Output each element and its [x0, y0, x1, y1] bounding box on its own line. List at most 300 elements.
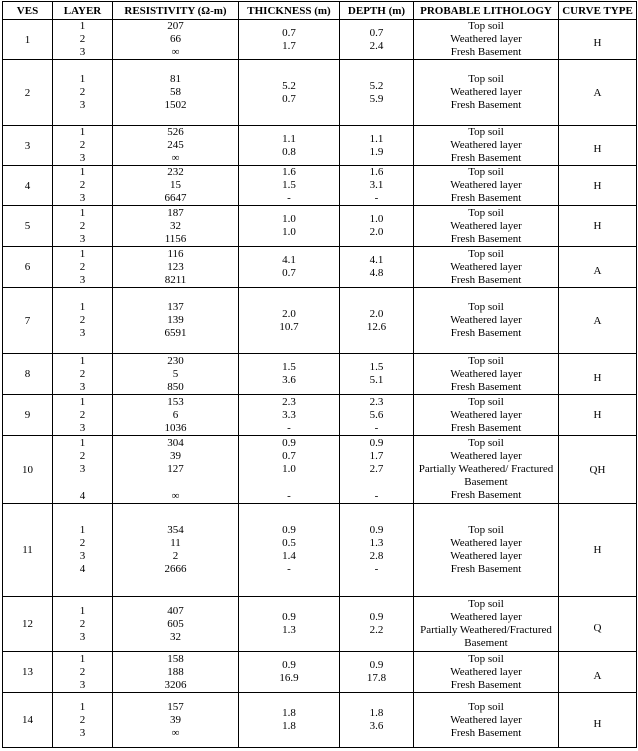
resistivity-value: 137	[167, 301, 184, 313]
layer-value: 2	[79, 449, 86, 462]
depth-cell	[340, 288, 414, 354]
table-row	[3, 126, 637, 166]
lithology-cell	[414, 693, 559, 748]
depth-value: -	[374, 489, 379, 502]
depth-value: 4.8	[369, 267, 384, 279]
thickness-value: 2.3	[282, 395, 296, 408]
depth-value: 1.1	[369, 132, 384, 145]
depth-cell	[340, 20, 414, 60]
resistivity-value: 8211	[164, 273, 187, 286]
thickness-value: 1.0	[282, 226, 296, 238]
depth-value: 1.7	[369, 449, 384, 462]
header-row	[3, 2, 637, 20]
curve-type: QH	[559, 436, 637, 504]
thickness-cell	[239, 436, 340, 504]
layer-value: 1	[79, 436, 86, 449]
curve-type: H	[559, 693, 637, 748]
ves-number: 5	[3, 206, 53, 247]
resistivity-value: 1036	[164, 421, 187, 434]
layer-cell	[53, 395, 113, 436]
thickness-value: -	[287, 563, 291, 575]
depth-value: 0.9	[369, 611, 384, 623]
depth-value: 5.2	[369, 79, 384, 92]
depth-cell	[340, 693, 414, 748]
lithology-value: Fresh Basement	[450, 421, 522, 434]
layer-value: 2	[79, 219, 86, 232]
resistivity-value: 139	[167, 314, 184, 326]
thickness-value: 0.7	[282, 92, 296, 105]
resistivity-value: 116	[167, 247, 184, 260]
layer-value: 2	[79, 617, 86, 630]
header-depth: DEPTH (m)	[340, 2, 414, 20]
table-row	[3, 166, 637, 206]
lithology-value: Weathered layer	[450, 139, 522, 151]
thickness-value: 0.9	[282, 436, 296, 449]
ves-number: 6	[3, 247, 53, 288]
resistivity-value: 605	[167, 617, 184, 630]
lithology-value: Top soil	[468, 247, 504, 260]
thickness-value: 0.7	[282, 449, 296, 462]
lithology-value: Fresh Basement	[450, 46, 522, 58]
thickness-value: 0.7	[282, 267, 296, 279]
resistivity-value: ∞	[171, 726, 180, 739]
lithology-value: Fresh Basement	[450, 273, 522, 286]
resistivity-value: 6591	[164, 327, 187, 339]
resistivity-value: 11	[170, 537, 181, 549]
resistivity-value: 187	[167, 206, 184, 219]
layer-value: 3	[79, 630, 86, 643]
thickness-value: 1.0	[282, 462, 296, 475]
thickness-cell	[239, 395, 340, 436]
layer-value: 3	[79, 232, 86, 245]
resistivity-value: 66	[170, 33, 181, 45]
depth-value: 0.7	[369, 26, 384, 39]
resistivity-cell	[113, 60, 239, 126]
layer-value: 3	[79, 678, 86, 691]
lithology-cell	[414, 60, 559, 126]
table-row	[3, 395, 637, 436]
ves-number: 14	[3, 693, 53, 748]
layer-value: 2	[79, 408, 86, 421]
depth-cell	[340, 247, 414, 288]
resistivity-cell	[113, 395, 239, 436]
resistivity-cell	[113, 436, 239, 504]
thickness-value: 1.5	[282, 361, 296, 373]
resistivity-cell	[113, 206, 239, 247]
thickness-value: -	[287, 421, 291, 434]
layer-value: 3	[79, 273, 86, 286]
layer-value: 2	[79, 86, 86, 98]
lithology-value: Top soil	[468, 652, 504, 665]
layer-value: 1	[79, 395, 86, 408]
layer-value: 1	[79, 354, 86, 367]
lithology-value: Fresh Basement	[450, 192, 522, 204]
thickness-value: 1.1	[282, 132, 296, 145]
thickness-cell	[239, 166, 340, 206]
resistivity-value: 230	[167, 354, 184, 367]
lithology-value: Fresh Basement	[450, 380, 522, 393]
lithology-cell	[414, 436, 559, 504]
layer-value: 2	[79, 260, 86, 273]
curve-type: Q	[559, 597, 637, 652]
thickness-cell	[239, 652, 340, 693]
thickness-value: -	[287, 489, 291, 502]
lithology-value: Fresh Basement	[450, 327, 522, 339]
layer-cell	[53, 436, 113, 504]
resistivity-value: 157	[167, 700, 184, 713]
layer-value: 3	[79, 726, 86, 739]
resistivity-cell	[113, 166, 239, 206]
resistivity-value: 39	[170, 713, 181, 726]
thickness-value: 16.9	[279, 672, 299, 684]
curve-type: H	[559, 504, 637, 597]
thickness-value: 4.1	[282, 254, 296, 266]
header-lithology: PROBABLE LITHOLOGY	[414, 2, 559, 20]
thickness-value: 0.5	[282, 537, 296, 549]
layer-value: 3	[79, 192, 86, 204]
lithology-value: Weathered layer	[450, 367, 522, 380]
lithology-value: Weathered layer	[450, 450, 522, 462]
depth-value: 5.6	[369, 408, 384, 421]
lithology-value: Top soil	[468, 524, 504, 536]
curve-type: H	[559, 354, 637, 395]
layer-value: 3	[79, 327, 86, 339]
layer-value: 1	[79, 604, 86, 617]
ves-number: 7	[3, 288, 53, 354]
table-row	[3, 597, 637, 652]
layer-value: 1	[79, 700, 86, 713]
lithology-value: Weathered layer	[450, 713, 522, 726]
depth-value: 4.1	[369, 254, 384, 266]
depth-value: 1.5	[369, 361, 384, 373]
table-row	[3, 436, 637, 504]
layer-value: 2	[79, 33, 86, 45]
curve-type: H	[559, 395, 637, 436]
depth-value: 0.9	[369, 524, 384, 536]
thickness-cell	[239, 20, 340, 60]
resistivity-value: 15	[170, 179, 181, 191]
lithology-cell	[414, 652, 559, 693]
lithology-value: Weathered layer	[450, 219, 522, 232]
depth-cell	[340, 354, 414, 395]
lithology-value: Weathered layer	[450, 33, 522, 45]
resistivity-value: 188	[167, 665, 184, 678]
depth-value: 2.7	[369, 462, 384, 475]
lithology-cell	[414, 247, 559, 288]
resistivity-value: 39	[170, 449, 181, 462]
ves-number: 13	[3, 652, 53, 693]
layer-value: 1	[79, 652, 86, 665]
table-row	[3, 247, 637, 288]
layer-cell	[53, 504, 113, 597]
resistivity-value: 127	[167, 462, 184, 475]
depth-value: -	[374, 192, 379, 204]
depth-value: 1.9	[369, 145, 384, 158]
layer-value: 2	[79, 367, 86, 380]
thickness-cell	[239, 693, 340, 748]
lithology-value: Partially Weathered/ Fractured Basement	[418, 463, 554, 488]
lithology-value: Fresh Basement	[450, 99, 522, 111]
resistivity-value: 526	[167, 126, 184, 138]
thickness-cell	[239, 504, 340, 597]
resistivity-value: 6647	[164, 192, 187, 204]
depth-value: 12.6	[366, 320, 387, 333]
resistivity-value: 81	[170, 73, 181, 85]
table-row	[3, 504, 637, 597]
resistivity-cell	[113, 20, 239, 60]
depth-value: 3.1	[369, 179, 384, 191]
thickness-value: 1.6	[282, 166, 296, 178]
layer-cell	[53, 597, 113, 652]
layer-cell	[53, 206, 113, 247]
layer-cell	[53, 60, 113, 126]
layer-value: 2	[79, 314, 86, 326]
layer-cell	[53, 693, 113, 748]
lithology-cell	[414, 597, 559, 652]
depth-value: 1.6	[369, 166, 384, 178]
depth-cell	[340, 395, 414, 436]
thickness-cell	[239, 597, 340, 652]
layer-cell	[53, 126, 113, 166]
ves-number: 11	[3, 504, 53, 597]
layer-value: 3	[79, 46, 86, 58]
depth-value: 5.1	[369, 374, 384, 386]
resistivity-cell	[113, 288, 239, 354]
ves-results-table	[2, 1, 637, 748]
curve-type: A	[559, 288, 637, 354]
lithology-value: Top soil	[468, 20, 504, 32]
thickness-value: 1.0	[282, 213, 296, 225]
thickness-value: 1.8	[282, 707, 296, 719]
header-layer: LAYER	[53, 2, 113, 20]
table-row	[3, 354, 637, 395]
resistivity-value: 5	[172, 367, 179, 380]
resistivity-value: 207	[167, 20, 184, 32]
lithology-value: Top soil	[468, 301, 504, 313]
thickness-value: 3.3	[282, 408, 296, 421]
curve-type: A	[559, 60, 637, 126]
layer-value: 3	[79, 421, 86, 434]
lithology-value: Weathered layer	[450, 314, 522, 326]
thickness-value: 10.7	[279, 320, 299, 333]
resistivity-cell	[113, 504, 239, 597]
layer-cell	[53, 354, 113, 395]
ves-number: 3	[3, 126, 53, 166]
lithology-cell	[414, 504, 559, 597]
curve-type: A	[559, 652, 637, 693]
thickness-value: 3.6	[282, 374, 296, 386]
depth-cell	[340, 126, 414, 166]
layer-cell	[53, 247, 113, 288]
thickness-value: 1.4	[282, 550, 296, 562]
resistivity-value: 232	[167, 166, 184, 178]
thickness-cell	[239, 247, 340, 288]
depth-value: 0.9	[369, 659, 384, 671]
resistivity-cell	[113, 597, 239, 652]
thickness-value: 1.5	[282, 179, 296, 191]
layer-value: 3	[79, 380, 86, 393]
depth-value: 2.3	[369, 395, 384, 408]
depth-value: 2.2	[369, 624, 384, 636]
layer-value: 1	[79, 247, 86, 260]
table-row	[3, 20, 637, 60]
ves-number: 1	[3, 20, 53, 60]
resistivity-cell	[113, 652, 239, 693]
depth-cell	[340, 206, 414, 247]
thickness-value: 0.8	[282, 145, 296, 158]
layer-value: 1	[79, 126, 86, 138]
lithology-value: Top soil	[468, 73, 504, 85]
resistivity-value: 2666	[164, 563, 187, 575]
layer-value: 1	[79, 301, 86, 313]
resistivity-value: 1502	[164, 99, 187, 111]
layer-value: 2	[79, 713, 86, 726]
depth-value: 1.3	[369, 537, 384, 549]
thickness-cell	[239, 288, 340, 354]
resistivity-value: 123	[167, 260, 184, 273]
lithology-value: Top soil	[468, 354, 504, 367]
layer-value: 1	[79, 524, 86, 536]
layer-value: 3	[79, 152, 86, 164]
depth-cell	[340, 504, 414, 597]
depth-value: 2.0	[369, 226, 384, 238]
thickness-cell	[239, 126, 340, 166]
depth-value: 5.9	[369, 92, 384, 105]
resistivity-cell	[113, 126, 239, 166]
layer-value: 2	[79, 139, 86, 151]
thickness-value: 5.2	[282, 79, 296, 92]
lithology-cell	[414, 166, 559, 206]
depth-value: 2.4	[369, 39, 384, 52]
lithology-value: Weathered layer	[450, 537, 522, 549]
thickness-value: 1.8	[282, 720, 296, 732]
lithology-cell	[414, 20, 559, 60]
resistivity-value: 407	[167, 604, 184, 617]
lithology-cell	[414, 354, 559, 395]
resistivity-value: 32	[170, 630, 181, 643]
layer-value: 1	[79, 73, 86, 85]
resistivity-value: 3206	[164, 678, 187, 691]
resistivity-value: 245	[167, 139, 184, 151]
layer-value: 4	[79, 563, 86, 575]
layer-cell	[53, 288, 113, 354]
depth-cell	[340, 60, 414, 126]
resistivity-value: 850	[167, 380, 184, 393]
layer-cell	[53, 166, 113, 206]
lithology-value: Top soil	[468, 700, 504, 713]
header-thickness: THICKNESS (m)	[239, 2, 340, 20]
layer-cell	[53, 652, 113, 693]
lithology-value: Top soil	[468, 437, 504, 449]
resistivity-value: ∞	[171, 46, 180, 58]
lithology-value: Fresh Basement	[450, 489, 522, 501]
layer-value: 4	[79, 489, 86, 502]
layer-value: 2	[79, 665, 86, 678]
lithology-value: Top soil	[468, 126, 504, 138]
resistivity-value: 6	[172, 408, 179, 421]
resistivity-cell	[113, 354, 239, 395]
lithology-value: Weathered layer	[450, 260, 522, 273]
resistivity-value: 153	[167, 395, 184, 408]
depth-cell	[340, 436, 414, 504]
lithology-value: Fresh Basement	[450, 678, 522, 691]
lithology-value: Fresh Basement	[450, 563, 522, 575]
curve-type: H	[559, 20, 637, 60]
thickness-value: 0.7	[282, 26, 296, 39]
layer-value: 3	[79, 462, 86, 475]
lithology-value: Weathered layer	[450, 86, 522, 98]
layer-value: 2	[79, 179, 86, 191]
layer-cell	[53, 20, 113, 60]
depth-value: 1.8	[369, 707, 384, 719]
lithology-cell	[414, 395, 559, 436]
thickness-value: 1.7	[282, 39, 296, 52]
table-row	[3, 60, 637, 126]
header-curve-type: CURVE TYPE	[559, 2, 637, 20]
layer-value: 3	[79, 550, 86, 562]
lithology-value: Fresh Basement	[450, 726, 522, 739]
layer-value: 1	[79, 20, 86, 32]
resistivity-value: ∞	[171, 489, 180, 502]
table-row	[3, 693, 637, 748]
depth-value: 0.9	[369, 436, 384, 449]
table-row	[3, 288, 637, 354]
ves-number: 2	[3, 60, 53, 126]
lithology-value: Weathered layer	[450, 179, 522, 191]
depth-value: 2.8	[369, 550, 384, 562]
ves-number: 9	[3, 395, 53, 436]
thickness-value: 1.3	[282, 624, 296, 636]
thickness-value: 0.9	[282, 524, 296, 536]
resistivity-value: 158	[167, 652, 184, 665]
table-row	[3, 206, 637, 247]
ves-number: 12	[3, 597, 53, 652]
lithology-value: Weathered layer	[450, 611, 522, 623]
thickness-value: 0.9	[282, 659, 296, 671]
lithology-value: Top soil	[468, 166, 504, 178]
resistivity-value: 2	[172, 550, 179, 562]
resistivity-value: 1156	[164, 232, 187, 245]
lithology-value: Partially Weathered/Fractured Basement	[420, 624, 552, 649]
ves-number: 4	[3, 166, 53, 206]
depth-cell	[340, 166, 414, 206]
resistivity-value: 354	[167, 524, 184, 536]
thickness-value: -	[287, 192, 291, 204]
lithology-value: Top soil	[468, 598, 504, 610]
resistivity-value: 32	[170, 219, 181, 232]
layer-value: 1	[79, 166, 86, 178]
thickness-value: 2.0	[282, 307, 296, 320]
lithology-value: Fresh Basement	[450, 232, 522, 245]
resistivity-value: 58	[170, 86, 181, 98]
resistivity-value: 304	[167, 436, 184, 449]
ves-number: 8	[3, 354, 53, 395]
thickness-cell	[239, 206, 340, 247]
depth-value: 3.6	[369, 720, 384, 732]
lithology-value: Weathered layer	[450, 408, 522, 421]
curve-type: H	[559, 166, 637, 206]
depth-value: 17.8	[366, 672, 387, 684]
table-row	[3, 652, 637, 693]
resistivity-value: ∞	[171, 152, 180, 164]
lithology-value: Top soil	[468, 395, 504, 408]
lithology-value: Weathered layer	[450, 550, 522, 562]
lithology-cell	[414, 126, 559, 166]
lithology-value: Weathered layer	[450, 665, 522, 678]
depth-cell	[340, 597, 414, 652]
depth-cell	[340, 652, 414, 693]
lithology-cell	[414, 288, 559, 354]
